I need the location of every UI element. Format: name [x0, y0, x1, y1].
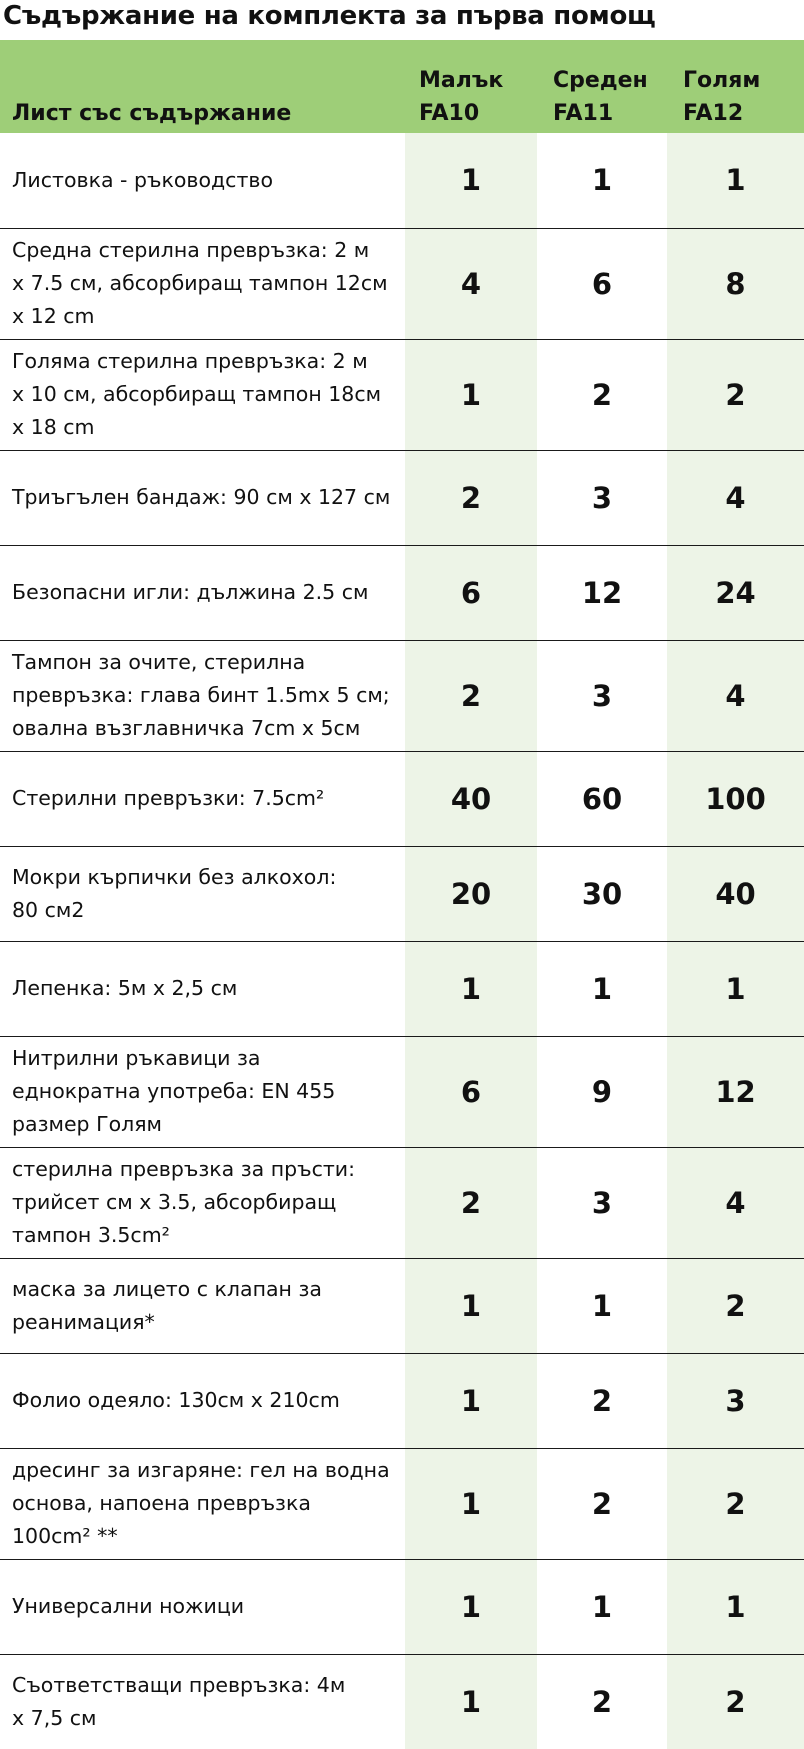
size-medium-name: Среден: [553, 68, 648, 93]
qty-large: 2: [667, 339, 804, 450]
table-row: [0, 339, 804, 450]
qty-large: 8: [667, 228, 804, 339]
item-description: [0, 1448, 405, 1559]
item-description-line: Тампон за очите, стерилна: [12, 650, 306, 674]
table-row: [0, 545, 804, 640]
item-description: [0, 1353, 405, 1448]
contents-column-header: Лист със съдържание: [12, 101, 292, 126]
item-description-line: Листовка - ръководство: [12, 167, 274, 192]
item-description: [0, 1559, 405, 1654]
qty-medium: 60: [537, 751, 667, 846]
header-row: [0, 40, 804, 133]
qty-large: 100: [667, 751, 804, 846]
table-row: [0, 133, 804, 228]
item-description: [0, 228, 405, 339]
qty-small: 20: [405, 846, 537, 941]
qty-small: 1: [405, 1353, 537, 1448]
size-small-code: FA10: [419, 101, 480, 126]
qty-small: 2: [405, 640, 537, 751]
table-row: [0, 1036, 804, 1147]
qty-small: 4: [405, 228, 537, 339]
size-medium-column-header: [537, 40, 667, 133]
size-large-column-header: [667, 40, 804, 133]
item-description: [0, 133, 405, 228]
item-description: [0, 1258, 405, 1353]
qty-medium: 6: [537, 228, 667, 339]
item-description-line: стерилна превръзка за пръсти:: [12, 1157, 356, 1181]
table-header: [0, 40, 804, 133]
table-row: [0, 228, 804, 339]
qty-small: 1: [405, 339, 537, 450]
size-medium-code: FA11: [553, 101, 614, 126]
qty-medium: 3: [537, 1147, 667, 1258]
item-description: [0, 941, 405, 1036]
qty-small: 40: [405, 751, 537, 846]
item-description: [0, 545, 405, 640]
table-row: [0, 640, 804, 751]
item-description-line: Безопасни игли: дължина 2.5 см: [12, 580, 369, 604]
qty-large: 3: [667, 1353, 804, 1448]
qty-large: 4: [667, 450, 804, 545]
item-description-line: основа, напоена превръзка: [12, 1491, 311, 1515]
table-row: [0, 1258, 804, 1353]
table-row: [0, 846, 804, 941]
qty-small: 1: [405, 1654, 537, 1749]
item-description-line: Голяма стерилна превръзка: 2 м: [12, 349, 368, 373]
qty-medium: 2: [537, 1654, 667, 1749]
table-row: [0, 450, 804, 545]
first-aid-kit-contents-table: [0, 40, 804, 1749]
item-description-line: дресинг за изгаряне: гел на водна: [12, 1458, 390, 1482]
qty-medium: 1: [537, 133, 667, 228]
item-description-line: x 7.5 см, абсорбиращ тампон 12см: [12, 271, 388, 295]
qty-large: 2: [667, 1258, 804, 1353]
qty-large: 40: [667, 846, 804, 941]
qty-large: 4: [667, 1147, 804, 1258]
item-description-line: Мокри кърпички без алкохол:: [12, 864, 337, 889]
qty-medium: 12: [537, 545, 667, 640]
item-description-line: Универсални ножици: [12, 1594, 245, 1618]
qty-small: 1: [405, 941, 537, 1036]
item-description-line: реанимация*: [12, 1309, 155, 1334]
item-description-line: превръзка: глава бинт 1.5mx 5 см;: [12, 683, 390, 707]
item-description-line: Средна стерилна превръзка: 2 м: [12, 238, 370, 262]
qty-small: 2: [405, 1147, 537, 1258]
table-row: [0, 1654, 804, 1749]
qty-large: 1: [667, 941, 804, 1036]
item-description-line: x 12 cm: [12, 304, 95, 328]
item-description-line: еднократна употреба: EN 455: [12, 1079, 336, 1103]
qty-medium: 1: [537, 941, 667, 1036]
qty-small: 1: [405, 1258, 537, 1353]
size-large-code: FA12: [683, 101, 744, 126]
qty-medium: 1: [537, 1559, 667, 1654]
page-title: Съдържание на комплекта за първа помощ: [3, 1, 656, 31]
qty-medium: 30: [537, 846, 667, 941]
item-description-line: трийсет см x 3.5, абсорбиращ: [12, 1190, 337, 1214]
item-description-line: Триъгълен бандаж: 90 см x 127 см: [12, 485, 391, 509]
item-description-line: x 7,5 см: [12, 1705, 97, 1730]
item-description-line: Стерилни превръзки: 7.5cm²: [12, 786, 325, 810]
qty-large: 12: [667, 1036, 804, 1147]
qty-medium: 2: [537, 1353, 667, 1448]
item-description: [0, 339, 405, 450]
table-row: [0, 1559, 804, 1654]
item-description-line: 80 см2: [12, 897, 85, 922]
qty-small: 1: [405, 133, 537, 228]
qty-medium: 1: [537, 1258, 667, 1353]
qty-medium: 3: [537, 640, 667, 751]
item-description: [0, 1036, 405, 1147]
qty-medium: 9: [537, 1036, 667, 1147]
item-description-line: Съответстващи превръзка: 4м: [12, 1672, 346, 1697]
item-description: [0, 640, 405, 751]
item-description-line: x 18 cm: [12, 415, 95, 439]
qty-large: 24: [667, 545, 804, 640]
table-body: [0, 133, 804, 1749]
item-description-line: 100cm² **: [12, 1524, 118, 1548]
item-description-line: Фолио одеяло: 130см x 210cm: [12, 1388, 340, 1412]
item-description-line: маска за лицето с клапан за: [12, 1276, 322, 1301]
qty-small: 6: [405, 1036, 537, 1147]
size-small-column-header: [405, 40, 537, 133]
qty-large: 4: [667, 640, 804, 751]
qty-medium: 2: [537, 1448, 667, 1559]
item-description-line: тампон 3.5cm²: [12, 1223, 170, 1247]
table-row: [0, 941, 804, 1036]
size-small-name: Малък: [419, 68, 504, 93]
item-description: [0, 751, 405, 846]
qty-large: 1: [667, 1559, 804, 1654]
qty-medium: 3: [537, 450, 667, 545]
item-description: [0, 1654, 405, 1749]
item-description-line: размер Голям: [12, 1112, 163, 1136]
item-description-line: x 10 см, абсорбиращ тампон 18см: [12, 382, 382, 406]
table-row: [0, 1147, 804, 1258]
item-description-line: овална възглавничка 7cm x 5см: [12, 716, 361, 740]
item-description: [0, 1147, 405, 1258]
qty-small: 6: [405, 545, 537, 640]
item-description: [0, 450, 405, 545]
qty-large: 2: [667, 1654, 804, 1749]
qty-large: 2: [667, 1448, 804, 1559]
item-description-line: Лепенка: 5м x 2,5 см: [12, 976, 238, 1000]
item-description-line: Нитрилни ръкавици за: [12, 1046, 261, 1070]
item-description: [0, 846, 405, 941]
table-row: [0, 1353, 804, 1448]
qty-medium: 2: [537, 339, 667, 450]
qty-large: 1: [667, 133, 804, 228]
size-large-name: Голям: [683, 68, 761, 93]
table-row: [0, 751, 804, 846]
qty-small: 2: [405, 450, 537, 545]
table-row: [0, 1448, 804, 1559]
qty-small: 1: [405, 1559, 537, 1654]
qty-small: 1: [405, 1448, 537, 1559]
